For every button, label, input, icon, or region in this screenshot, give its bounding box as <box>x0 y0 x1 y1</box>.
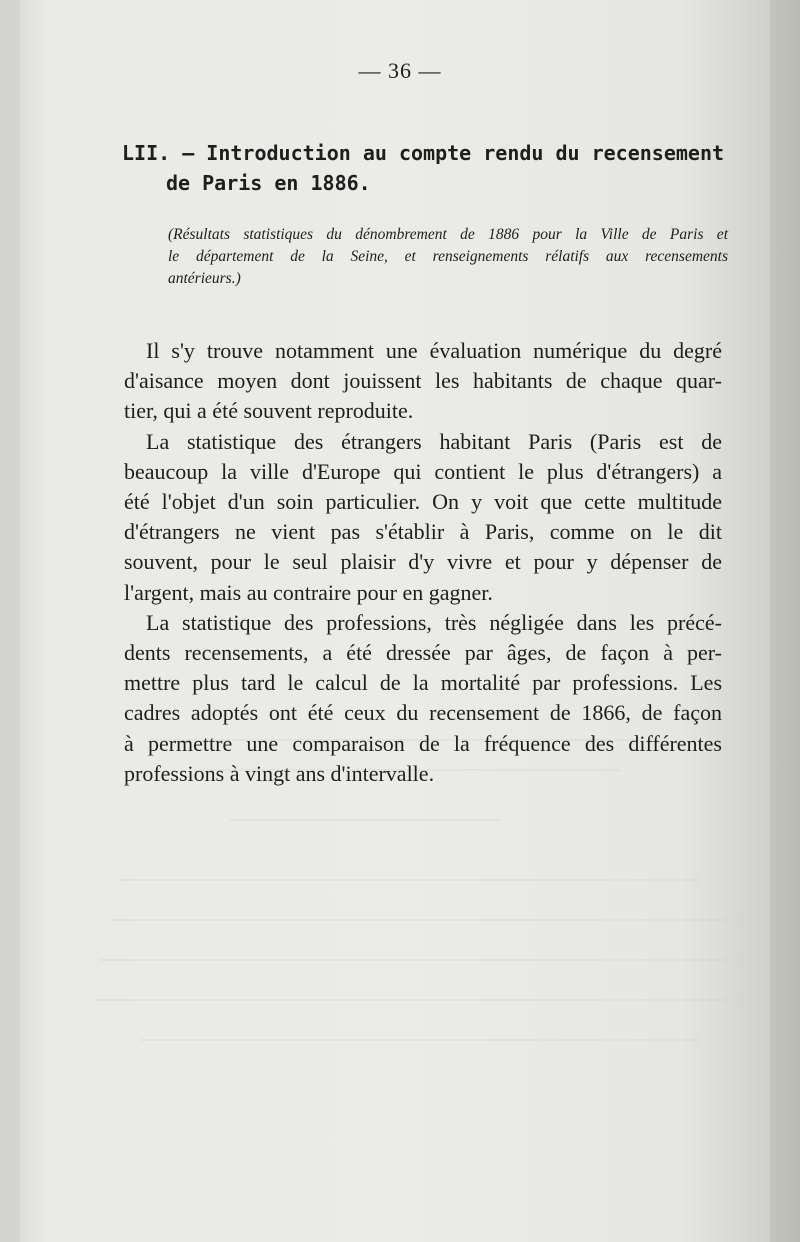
paragraph <box>124 336 722 427</box>
text-line: beaucoup la ville d'Europe qui contient le plus d'étrangers) a <box>124 458 722 484</box>
text-line: souvent, pour le seul plaisir d'y vivre et pour y dépenser de <box>124 549 722 575</box>
text-line: d'étrangers ne vient pas s'établir à Paris, comme on le dit <box>124 519 722 545</box>
section-heading <box>122 138 732 198</box>
text-line: mettre plus tard le calcul de la mortalité par professions. Les <box>124 670 722 696</box>
text-line: La statistique des étrangers habitant Paris (Paris est de <box>146 428 722 454</box>
text-line: cadres adoptés ont été ceux du recensement de 1866, de façon <box>124 700 722 726</box>
text-line: dents recensements, a été dressée par âges, de façon à per- <box>124 640 722 666</box>
paragraph <box>124 608 722 789</box>
subtitle-line-2: le département de la Seine, et renseignements rélatifs aux recensements <box>168 248 728 265</box>
subtitle-line-3: antérieurs.) <box>168 270 241 287</box>
page-number: — 36 — <box>358 58 442 83</box>
heading-line-1: LII. — Introduction au compte rendu du recensement <box>122 141 725 165</box>
text-line: La statistique des professions, très négligée dans les précé- <box>146 609 722 635</box>
text-line: tier, qui a été souvent reproduite. <box>124 398 414 424</box>
section-subtitle <box>168 224 728 290</box>
text-line: Il s'y trouve notamment une évaluation numérique du degré <box>146 338 722 363</box>
paragraph <box>124 427 722 608</box>
text-line: d'aisance moyen dont jouissent les habitants de chaque quar- <box>124 368 722 394</box>
heading-line-2: de Paris en 1886. <box>166 171 371 195</box>
text-line: à permettre une comparaison de la fréquence des différentes <box>124 730 722 756</box>
text-line: été l'objet d'un soin particulier. On y voit que cette multitude <box>124 489 722 515</box>
subtitle-line-1: (Résultats statistiques du dénombrement de 1886 pour la Ville de Paris et <box>168 226 728 243</box>
text-line: l'argent, mais au contraire pour en gagner. <box>124 579 493 605</box>
body-text <box>124 336 722 789</box>
text-line: professions à vingt ans d'intervalle. <box>124 760 435 786</box>
